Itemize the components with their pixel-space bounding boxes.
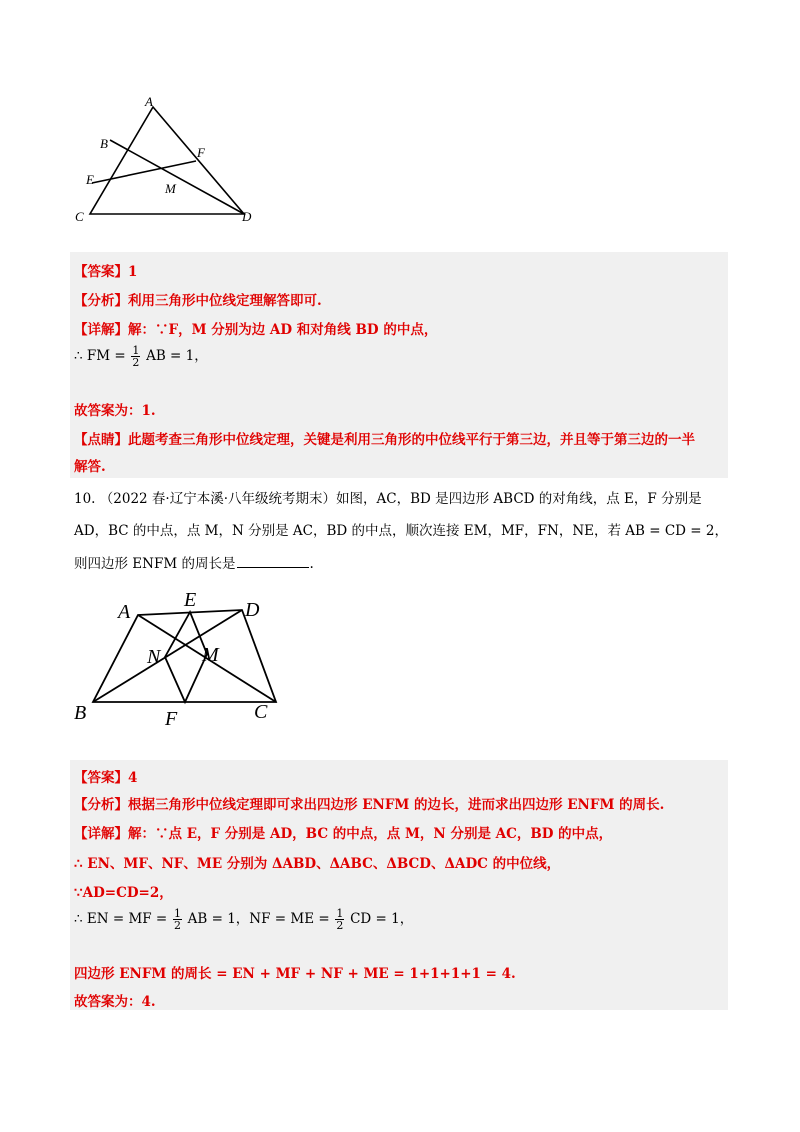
answer-line: 【答案】4 bbox=[74, 770, 138, 786]
analysis-line: 【分析】根据三角形中位线定理即可求出四边形 ENFM 的边长，进而求出四边形 ENFM 的周长. bbox=[74, 797, 665, 813]
label-B: B bbox=[74, 702, 87, 724]
label-A: A bbox=[118, 601, 131, 623]
label-E: E bbox=[184, 589, 197, 611]
label-E: E bbox=[86, 172, 94, 187]
label-F: F bbox=[165, 708, 178, 730]
label-C: C bbox=[75, 209, 84, 224]
answer-line: 【答案】1 bbox=[74, 264, 138, 280]
label-C: C bbox=[254, 701, 268, 723]
answer-blank bbox=[237, 555, 309, 568]
label-M: M bbox=[202, 644, 219, 666]
midline-line: ∴ EN、MF、NF、ME 分别为 ΔABD、ΔABC、ΔBCD、ΔADC 的中位线， bbox=[74, 856, 561, 872]
label-A: A bbox=[145, 94, 153, 109]
equation-line: ∴ EN = MF = $\frac{1}{2}$ AB = 1，NF = ME = $\frac{1}{2}$ CD = 1， bbox=[74, 907, 414, 932]
detail-line: 【详解】解：∵F，M 分别为边 AD 和对角线 BD 的中点， bbox=[74, 322, 438, 338]
label-M: M bbox=[165, 181, 176, 196]
label-N: N bbox=[147, 646, 161, 668]
figure-quadrilateral-2 bbox=[70, 585, 290, 735]
answer-block-1 bbox=[70, 252, 728, 478]
given-line: ∵AD=CD=2， bbox=[74, 885, 173, 901]
detail-line: 【详解】解：∵点 E，F 分别是 AD，BC 的中点，点 M，N 分别是 AC，BD 的中点， bbox=[74, 826, 613, 842]
conclusion-line: 故答案为：1. bbox=[74, 403, 156, 419]
comment-line-2: 解答. bbox=[74, 459, 106, 475]
analysis-line: 【分析】利用三角形中位线定理解答即可. bbox=[74, 293, 322, 309]
answer-block-2 bbox=[70, 760, 728, 1010]
question-10-line-3: 则四边形 ENFM 的周长是 . bbox=[74, 556, 314, 572]
perimeter-line: 四边形 ENFM 的周长 = EN + MF + NF + ME = 1+1+1+1 = 4. bbox=[74, 966, 516, 982]
label-D: D bbox=[242, 209, 252, 224]
question-10-line-2: AD，BC 的中点，点 M，N 分别是 AC，BD 的中点，顺次连接 EM，MF，FN，NE，若 AB = CD = 2， bbox=[74, 523, 728, 539]
label-B: B bbox=[100, 136, 108, 151]
label-D: D bbox=[245, 599, 260, 621]
conclusion-line: 故答案为：4. bbox=[74, 994, 156, 1010]
label-F: F bbox=[197, 145, 205, 160]
figure-triangle-1 bbox=[70, 92, 270, 228]
comment-line-1: 【点睛】此题考查三角形中位线定理，关键是利用三角形的中位线平行于第三边，并且等于第三边的一半 bbox=[74, 432, 695, 448]
formula-line: ∴ FM = $\frac{1}{2}$ AB = 1， bbox=[74, 344, 208, 369]
question-10-line-1: 10. （2022 春·辽宁本溪·八年级统考期末）如图，AC，BD 是四边形 ABCD 的对角线，点 E，F 分别是 bbox=[74, 491, 702, 507]
